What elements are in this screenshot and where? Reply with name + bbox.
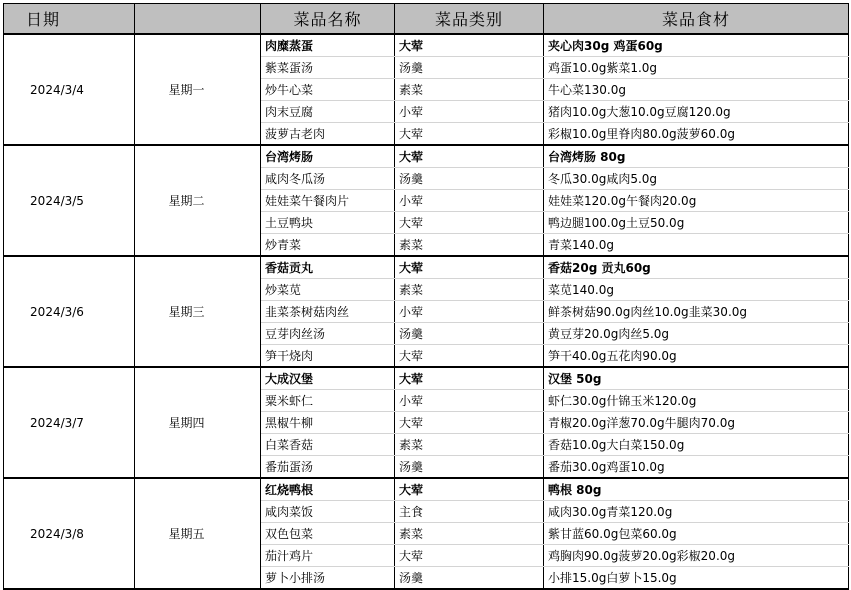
dish-category-cell[interactable]: 汤羹 bbox=[395, 323, 544, 345]
dish-category-cell[interactable]: 小荤 bbox=[395, 390, 544, 412]
dish-category-cell[interactable]: 小荤 bbox=[395, 301, 544, 323]
header-dish-category[interactable]: 菜品类别 bbox=[395, 4, 544, 35]
dish-name-cell[interactable]: 白菜香菇 bbox=[261, 434, 395, 456]
table-row bbox=[4, 367, 849, 390]
dish-ingredients-cell[interactable]: 鸭根 80g bbox=[544, 478, 849, 501]
table-row bbox=[4, 256, 849, 279]
header-row bbox=[4, 4, 849, 35]
dish-name-cell[interactable]: 笋干烧肉 bbox=[261, 345, 395, 368]
dish-ingredients-cell[interactable]: 咸肉30.0g青菜120.0g bbox=[544, 501, 849, 523]
date-cell[interactable]: 2024/3/8 bbox=[4, 478, 135, 589]
dish-name-cell[interactable]: 双色包菜 bbox=[261, 523, 395, 545]
dish-name-cell[interactable]: 大成汉堡 bbox=[261, 367, 395, 390]
dish-ingredients-cell[interactable]: 青椒20.0g洋葱70.0g牛腿肉70.0g bbox=[544, 412, 849, 434]
header-date[interactable]: 日期 bbox=[4, 4, 135, 35]
dish-category-cell[interactable]: 汤羹 bbox=[395, 57, 544, 79]
dish-name-cell[interactable]: 红烧鸭根 bbox=[261, 478, 395, 501]
dish-name-cell[interactable]: 炒菜苋 bbox=[261, 279, 395, 301]
dish-category-cell[interactable]: 大荤 bbox=[395, 412, 544, 434]
dish-category-cell[interactable]: 素菜 bbox=[395, 523, 544, 545]
dish-ingredients-cell[interactable]: 鲜茶树菇90.0g肉丝10.0g韭菜30.0g bbox=[544, 301, 849, 323]
dish-ingredients-cell[interactable]: 番茄30.0g鸡蛋10.0g bbox=[544, 456, 849, 479]
table-row bbox=[4, 145, 849, 168]
date-cell[interactable]: 2024/3/5 bbox=[4, 145, 135, 256]
table-row bbox=[4, 34, 849, 57]
dish-ingredients-cell[interactable]: 香菇10.0g大白菜150.0g bbox=[544, 434, 849, 456]
dish-category-cell[interactable]: 大荤 bbox=[395, 145, 544, 168]
dish-name-cell[interactable]: 肉末豆腐 bbox=[261, 101, 395, 123]
dish-category-cell[interactable]: 汤羹 bbox=[395, 168, 544, 190]
dish-category-cell[interactable]: 汤羹 bbox=[395, 456, 544, 479]
dish-name-cell[interactable]: 炒青菜 bbox=[261, 234, 395, 257]
dish-name-cell[interactable]: 紫菜蛋汤 bbox=[261, 57, 395, 79]
dish-name-cell[interactable]: 炒牛心菜 bbox=[261, 79, 395, 101]
dish-category-cell[interactable]: 素菜 bbox=[395, 234, 544, 257]
dish-name-cell[interactable]: 娃娃菜午餐肉片 bbox=[261, 190, 395, 212]
dish-category-cell[interactable]: 大荤 bbox=[395, 256, 544, 279]
dish-name-cell[interactable]: 茄汁鸡片 bbox=[261, 545, 395, 567]
dish-category-cell[interactable]: 素菜 bbox=[395, 79, 544, 101]
dish-name-cell[interactable]: 粟米虾仁 bbox=[261, 390, 395, 412]
dish-ingredients-cell[interactable]: 黄豆芽20.0g肉丝5.0g bbox=[544, 323, 849, 345]
header-dish-ingredients[interactable]: 菜品食材 bbox=[544, 4, 849, 35]
dish-category-cell[interactable]: 大荤 bbox=[395, 367, 544, 390]
dish-ingredients-cell[interactable]: 猪肉10.0g大葱10.0g豆腐120.0g bbox=[544, 101, 849, 123]
dish-name-cell[interactable]: 菠萝古老肉 bbox=[261, 123, 395, 146]
dish-name-cell[interactable]: 黑椒牛柳 bbox=[261, 412, 395, 434]
dish-ingredients-cell[interactable]: 青菜140.0g bbox=[544, 234, 849, 257]
dish-name-cell[interactable]: 土豆鸭块 bbox=[261, 212, 395, 234]
dish-ingredients-cell[interactable]: 紫甘蓝60.0g包菜60.0g bbox=[544, 523, 849, 545]
dish-name-cell[interactable]: 台湾烤肠 bbox=[261, 145, 395, 168]
dish-name-cell[interactable]: 香菇贡丸 bbox=[261, 256, 395, 279]
dish-ingredients-cell[interactable]: 鸡胸肉90.0g菠萝20.0g彩椒20.0g bbox=[544, 545, 849, 567]
dish-name-cell[interactable]: 咸肉冬瓜汤 bbox=[261, 168, 395, 190]
dish-name-cell[interactable]: 番茄蛋汤 bbox=[261, 456, 395, 479]
dish-ingredients-cell[interactable]: 彩椒10.0g里脊肉80.0g菠萝60.0g bbox=[544, 123, 849, 146]
dish-category-cell[interactable]: 小荤 bbox=[395, 101, 544, 123]
dish-category-cell[interactable]: 小荤 bbox=[395, 190, 544, 212]
dish-category-cell[interactable]: 大荤 bbox=[395, 34, 544, 57]
date-cell[interactable]: 2024/3/4 bbox=[4, 34, 135, 145]
dish-ingredients-cell[interactable]: 笋干40.0g五花肉90.0g bbox=[544, 345, 849, 368]
dish-ingredients-cell[interactable]: 汉堡 50g bbox=[544, 367, 849, 390]
dish-ingredients-cell[interactable]: 菜苋140.0g bbox=[544, 279, 849, 301]
dish-name-cell[interactable]: 肉糜蒸蛋 bbox=[261, 34, 395, 57]
dish-ingredients-cell[interactable]: 台湾烤肠 80g bbox=[544, 145, 849, 168]
dish-ingredients-cell[interactable]: 香菇20g 贡丸60g bbox=[544, 256, 849, 279]
weekday-cell[interactable]: 星期五 bbox=[135, 478, 261, 589]
dish-category-cell[interactable]: 大荤 bbox=[395, 545, 544, 567]
dish-category-cell[interactable]: 大荤 bbox=[395, 123, 544, 146]
dish-ingredients-cell[interactable]: 冬瓜30.0g咸肉5.0g bbox=[544, 168, 849, 190]
menu-table bbox=[3, 3, 849, 590]
menu-body bbox=[4, 34, 849, 589]
dish-category-cell[interactable]: 大荤 bbox=[395, 345, 544, 368]
dish-ingredients-cell[interactable]: 虾仁30.0g什锦玉米120.0g bbox=[544, 390, 849, 412]
dish-category-cell[interactable]: 大荤 bbox=[395, 478, 544, 501]
weekday-cell[interactable]: 星期二 bbox=[135, 145, 261, 256]
table-row bbox=[4, 478, 849, 501]
dish-category-cell[interactable]: 素菜 bbox=[395, 279, 544, 301]
dish-name-cell[interactable]: 豆芽肉丝汤 bbox=[261, 323, 395, 345]
weekday-cell[interactable]: 星期四 bbox=[135, 367, 261, 478]
weekday-cell[interactable]: 星期三 bbox=[135, 256, 261, 367]
header-weekday[interactable] bbox=[135, 4, 261, 35]
dish-category-cell[interactable]: 大荤 bbox=[395, 212, 544, 234]
dish-ingredients-cell[interactable]: 夹心肉30g 鸡蛋60g bbox=[544, 34, 849, 57]
dish-name-cell[interactable]: 咸肉菜饭 bbox=[261, 501, 395, 523]
date-cell[interactable]: 2024/3/7 bbox=[4, 367, 135, 478]
dish-name-cell[interactable]: 萝卜小排汤 bbox=[261, 567, 395, 590]
dish-category-cell[interactable]: 汤羹 bbox=[395, 567, 544, 590]
weekday-cell[interactable]: 星期一 bbox=[135, 34, 261, 145]
dish-ingredients-cell[interactable]: 娃娃菜120.0g午餐肉20.0g bbox=[544, 190, 849, 212]
dish-ingredients-cell[interactable]: 鸡蛋10.0g紫菜1.0g bbox=[544, 57, 849, 79]
dish-ingredients-cell[interactable]: 牛心菜130.0g bbox=[544, 79, 849, 101]
dish-category-cell[interactable]: 素菜 bbox=[395, 434, 544, 456]
dish-ingredients-cell[interactable]: 鸭边腿100.0g土豆50.0g bbox=[544, 212, 849, 234]
header-dish-name[interactable]: 菜品名称 bbox=[261, 4, 395, 35]
dish-ingredients-cell[interactable]: 小排15.0g白萝卜15.0g bbox=[544, 567, 849, 590]
dish-category-cell[interactable]: 主食 bbox=[395, 501, 544, 523]
dish-name-cell[interactable]: 韭菜茶树菇肉丝 bbox=[261, 301, 395, 323]
date-cell[interactable]: 2024/3/6 bbox=[4, 256, 135, 367]
